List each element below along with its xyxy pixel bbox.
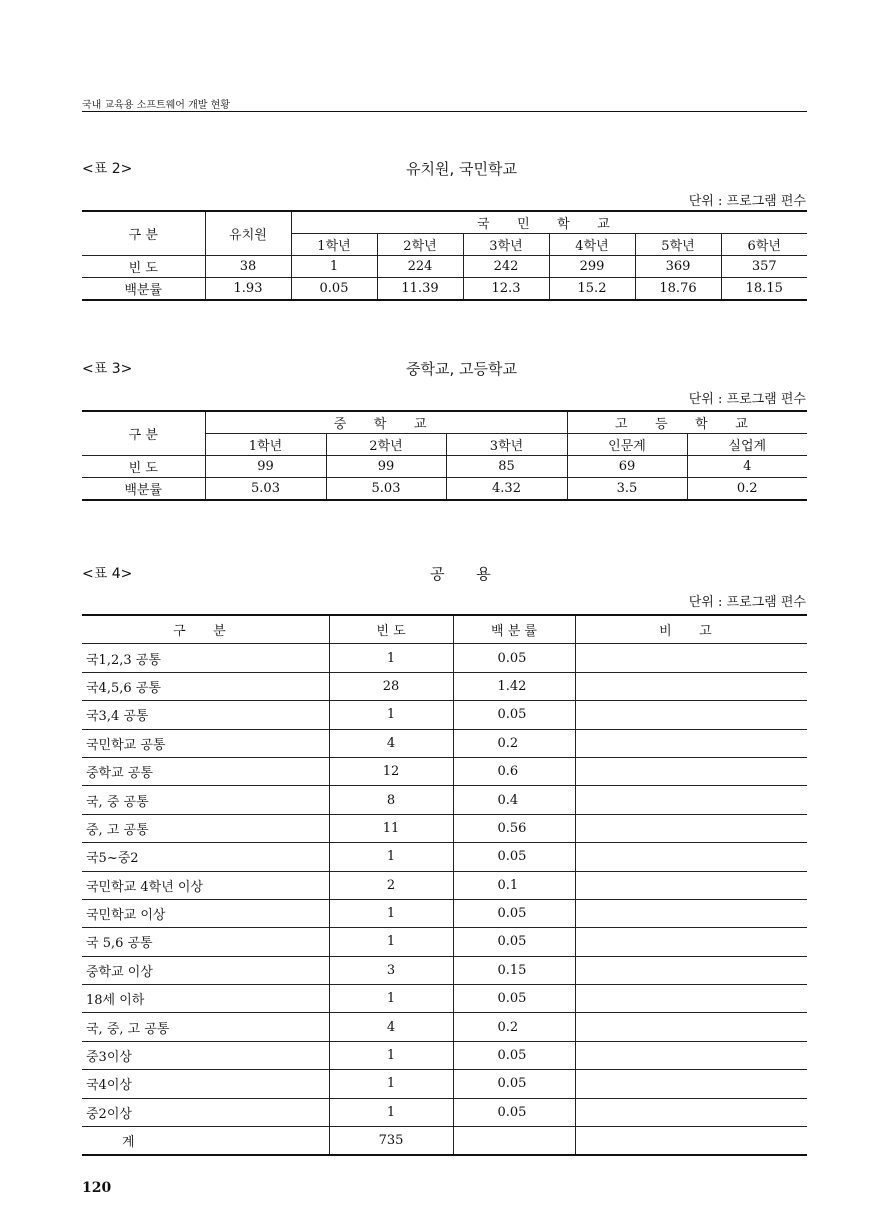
- percentage-cell: 0.05: [453, 701, 575, 729]
- remarks-cell: [575, 672, 807, 700]
- cell: 18.76: [635, 278, 721, 301]
- frequency-cell: 1: [329, 899, 453, 927]
- header-rule: [82, 111, 807, 112]
- row-category: 국 5,6 공통: [82, 928, 329, 956]
- table2-header-category: 구 분: [82, 211, 205, 256]
- remarks-cell: [575, 1127, 807, 1156]
- remarks-cell: [575, 1041, 807, 1069]
- percentage-cell: 0.56: [453, 814, 575, 842]
- remarks-cell: [575, 871, 807, 899]
- table3: [82, 410, 807, 501]
- row-label: 백분률: [82, 478, 205, 501]
- frequency-cell: 2: [329, 871, 453, 899]
- table4-unit: 단위 : 프로그램 편수: [688, 595, 806, 610]
- cell: 15.2: [549, 278, 635, 301]
- cell: 0.2: [687, 478, 807, 501]
- frequency-cell: 12: [329, 757, 453, 785]
- row-category: 국민학교 공통: [82, 729, 329, 757]
- percentage-cell: 0.2: [453, 1013, 575, 1041]
- percentage-cell: 0.15: [453, 956, 575, 984]
- percentage-cell: 0.05: [453, 1098, 575, 1126]
- table3-label: <표 3>: [82, 361, 133, 377]
- remarks-cell: [575, 644, 807, 672]
- cell: 5.03: [205, 478, 326, 501]
- table4: [82, 614, 807, 1156]
- table4-label: <표 4>: [82, 566, 133, 582]
- frequency-cell: 1: [329, 701, 453, 729]
- table-row: [82, 456, 807, 478]
- frequency-cell: 4: [329, 1013, 453, 1041]
- cell: 5.03: [326, 478, 446, 501]
- remarks-cell: [575, 899, 807, 927]
- table-row: [82, 1098, 807, 1126]
- row-category: 중학교 이상: [82, 956, 329, 984]
- percentage-cell: 0.6: [453, 757, 575, 785]
- table-row: [82, 1041, 807, 1069]
- remarks-cell: [575, 1013, 807, 1041]
- cell: 357: [721, 256, 807, 278]
- cell: 369: [635, 256, 721, 278]
- table2-header-grade: 1학년: [291, 234, 377, 256]
- table-row: [82, 1013, 807, 1041]
- remarks-cell: [575, 701, 807, 729]
- table4-header-category: 구 분: [82, 615, 329, 644]
- page-number: 120: [82, 1180, 112, 1196]
- table2-unit: 단위 : 프로그램 편수: [688, 194, 806, 209]
- table2-label: <표 2>: [82, 161, 133, 177]
- cell: 3.5: [567, 478, 687, 501]
- table-row: [82, 672, 807, 700]
- remarks-cell: [575, 985, 807, 1013]
- cell: 11.39: [377, 278, 463, 301]
- cell: 99: [205, 456, 326, 478]
- table-row: [82, 256, 807, 278]
- cell: 1.93: [205, 278, 291, 301]
- row-label: 빈 도: [82, 256, 205, 278]
- table-row: [82, 985, 807, 1013]
- cell: 1: [291, 256, 377, 278]
- row-category: 국3,4 공통: [82, 701, 329, 729]
- row-category: 국, 중 공통: [82, 786, 329, 814]
- percentage-cell: 0.05: [453, 985, 575, 1013]
- row-category: 중3이상: [82, 1041, 329, 1069]
- running-head: 국내 교육용 소프트웨어 개발 현황: [82, 100, 230, 111]
- table3-header-high: 고 등 학 교: [567, 411, 807, 434]
- table2-header-elementary: 국 민 학 교: [291, 211, 807, 234]
- percentage-cell: 0.1: [453, 871, 575, 899]
- frequency-cell: 1: [329, 1041, 453, 1069]
- remarks-cell: [575, 928, 807, 956]
- cell: 224: [377, 256, 463, 278]
- table-row: [82, 899, 807, 927]
- row-category: 국민학교 4학년 이상: [82, 871, 329, 899]
- row-category: 중학교 공통: [82, 757, 329, 785]
- table-row: [82, 278, 807, 301]
- table2-header-grade: 4학년: [549, 234, 635, 256]
- remarks-cell: [575, 1098, 807, 1126]
- frequency-cell: 8: [329, 786, 453, 814]
- cell: 4.32: [446, 478, 567, 501]
- cell: 299: [549, 256, 635, 278]
- percentage-cell: 0.05: [453, 644, 575, 672]
- table2: [82, 210, 807, 301]
- table3-header-col: 실업계: [687, 434, 807, 456]
- cell: 0.05: [291, 278, 377, 301]
- row-label: 백분률: [82, 278, 205, 301]
- table3-header-middle: 중 학 교: [205, 411, 567, 434]
- row-category: 국4,5,6 공통: [82, 672, 329, 700]
- table2-title: 유치원, 국민학교: [406, 160, 517, 178]
- remarks-cell: [575, 786, 807, 814]
- remarks-cell: [575, 1070, 807, 1098]
- frequency-cell: 11: [329, 814, 453, 842]
- percentage-cell: [453, 1127, 575, 1156]
- cell: 242: [463, 256, 549, 278]
- row-category: 18세 이하: [82, 985, 329, 1013]
- percentage-cell: 0.4: [453, 786, 575, 814]
- table3-header-col: 인문계: [567, 434, 687, 456]
- table-row: [82, 928, 807, 956]
- table3-unit: 단위 : 프로그램 편수: [688, 392, 806, 407]
- table-row: [82, 701, 807, 729]
- frequency-cell: 3: [329, 956, 453, 984]
- cell: 4: [687, 456, 807, 478]
- total-label: 계: [82, 1127, 329, 1156]
- cell: 69: [567, 456, 687, 478]
- frequency-cell: 1: [329, 843, 453, 871]
- frequency-cell: 28: [329, 672, 453, 700]
- cell: 99: [326, 456, 446, 478]
- table2-header-grade: 6학년: [721, 234, 807, 256]
- table3-title: 중학교, 고등학교: [406, 360, 517, 378]
- table-row: [82, 729, 807, 757]
- percentage-cell: 0.05: [453, 899, 575, 927]
- row-category: 국4이상: [82, 1070, 329, 1098]
- row-category: 국1,2,3 공통: [82, 644, 329, 672]
- table-row: [82, 644, 807, 672]
- total-row: [82, 1127, 807, 1156]
- remarks-cell: [575, 814, 807, 842]
- frequency-cell: 1: [329, 1098, 453, 1126]
- table3-header-col: 3학년: [446, 434, 567, 456]
- percentage-cell: 0.05: [453, 1041, 575, 1069]
- table-row: [82, 871, 807, 899]
- percentage-cell: 0.05: [453, 843, 575, 871]
- cell: 85: [446, 456, 567, 478]
- frequency-cell: 1: [329, 1070, 453, 1098]
- table2-header-kindergarten: 유치원: [205, 211, 291, 256]
- table3-header-col: 2학년: [326, 434, 446, 456]
- frequency-cell: 1: [329, 985, 453, 1013]
- row-category: 국5~중2: [82, 843, 329, 871]
- remarks-cell: [575, 956, 807, 984]
- table-row: [82, 843, 807, 871]
- frequency-cell: 1: [329, 644, 453, 672]
- frequency-cell: 4: [329, 729, 453, 757]
- cell: 12.3: [463, 278, 549, 301]
- frequency-cell: 735: [329, 1127, 453, 1156]
- row-category: 중, 고 공통: [82, 814, 329, 842]
- table3-header-col: 1학년: [205, 434, 326, 456]
- table3-header-category: 구 분: [82, 411, 205, 456]
- row-label: 빈 도: [82, 456, 205, 478]
- frequency-cell: 1: [329, 928, 453, 956]
- table2-header-grade: 5학년: [635, 234, 721, 256]
- table4-title: 공 용: [430, 565, 505, 583]
- remarks-cell: [575, 729, 807, 757]
- table-row: [82, 478, 807, 501]
- table-row: [82, 814, 807, 842]
- table-row: [82, 1070, 807, 1098]
- remarks-cell: [575, 843, 807, 871]
- row-category: 국민학교 이상: [82, 899, 329, 927]
- cell: 38: [205, 256, 291, 278]
- row-category: 중2이상: [82, 1098, 329, 1126]
- table-row: [82, 786, 807, 814]
- percentage-cell: 0.2: [453, 729, 575, 757]
- table-row: [82, 956, 807, 984]
- table4-header-remarks: 비 고: [575, 615, 807, 644]
- table2-header-grade: 3학년: [463, 234, 549, 256]
- percentage-cell: 0.05: [453, 928, 575, 956]
- remarks-cell: [575, 757, 807, 785]
- table4-header-frequency: 빈 도: [329, 615, 453, 644]
- row-category: 국, 중, 고 공통: [82, 1013, 329, 1041]
- percentage-cell: 1.42: [453, 672, 575, 700]
- table-row: [82, 757, 807, 785]
- table4-header-percentage: 백 분 률: [453, 615, 575, 644]
- table2-header-grade: 2학년: [377, 234, 463, 256]
- percentage-cell: 0.05: [453, 1070, 575, 1098]
- cell: 18.15: [721, 278, 807, 301]
